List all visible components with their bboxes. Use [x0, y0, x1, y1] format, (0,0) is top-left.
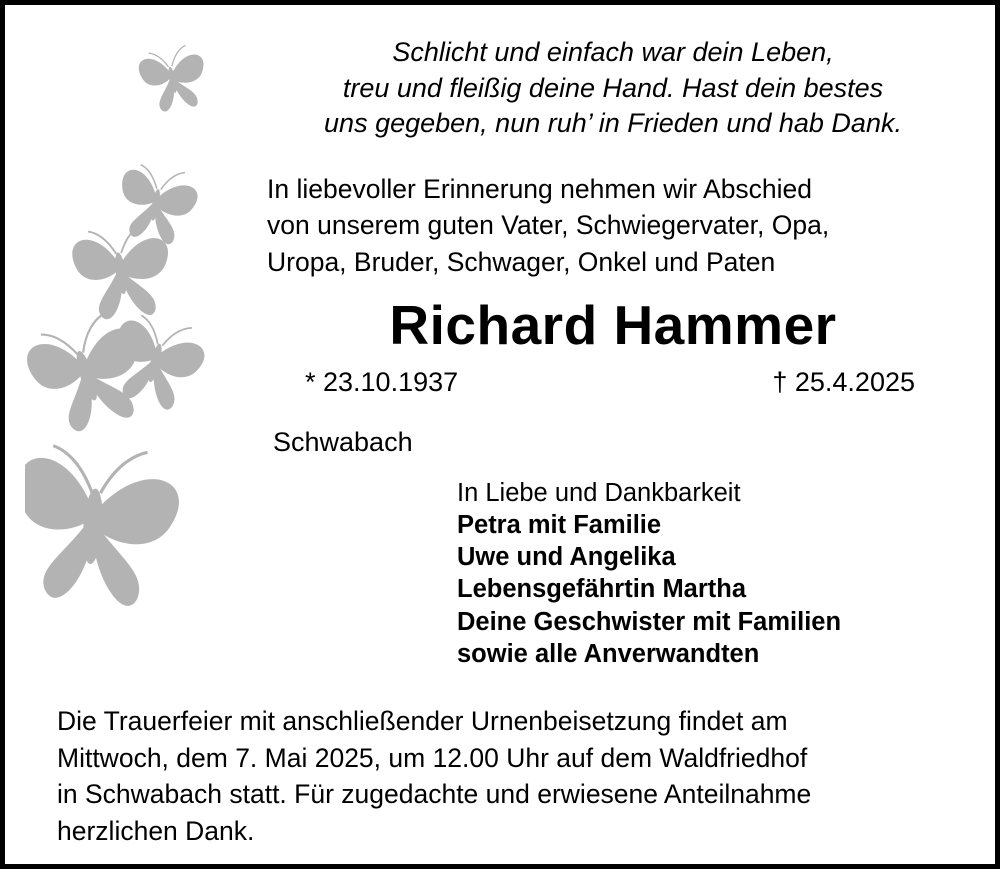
mourner-line: Uwe und Angelika [457, 543, 676, 572]
intro-line: von unserem guten Vater, Schwiegervater, Opa, [267, 210, 830, 241]
birth-date: * 23.10.1937 [305, 367, 459, 397]
memorial-verse [263, 35, 963, 142]
ceremony-line: in Schwabach statt. Für zugedachte und erwiesene Anteilnahme [57, 779, 812, 810]
death-date: † 25.4.2025 [772, 367, 915, 397]
mourners-list [457, 477, 977, 670]
verse-line: Schlicht und einfach war dein Leben, [392, 37, 834, 67]
intro-text [267, 171, 967, 280]
verse-line: uns gegeben, nun ruh’ in Frieden und hab Dank. [324, 108, 902, 139]
life-dates [305, 367, 915, 398]
obituary-inner [5, 5, 995, 864]
intro-line: In liebevoller Erinnerung nehmen wir Abschied [267, 174, 813, 204]
residence-place: Schwabach [273, 427, 413, 457]
ceremony-details [57, 703, 967, 849]
mourner-line: Petra mit Familie [457, 511, 662, 540]
mourner-line: Lebensgefährtin Martha [457, 575, 747, 604]
mourner-line: sowie alle Anverwandten [457, 639, 760, 668]
ceremony-line: Die Trauerfeier mit anschließender Urnenbeisetzung findet am [57, 706, 788, 736]
butterfly-icon [25, 42, 212, 609]
deceased-name: Richard Hammer [389, 294, 837, 356]
ceremony-line: Mittwoch, dem 7. Mai 2025, um 12.00 Uhr auf dem Waldfriedhof [57, 742, 808, 773]
intro-line: Uropa, Bruder, Schwager, Onkel und Paten [267, 246, 776, 277]
mourners-heading: In Liebe und Dankbarkeit [457, 479, 741, 507]
butterfly-decoration [25, 35, 275, 655]
mourner-line: Deine Geschwister mit Familien [457, 607, 842, 636]
ceremony-line: herzlichen Dank. [57, 815, 255, 846]
verse-line: treu und fleißig deine Hand. Hast dein bestes [342, 72, 884, 103]
